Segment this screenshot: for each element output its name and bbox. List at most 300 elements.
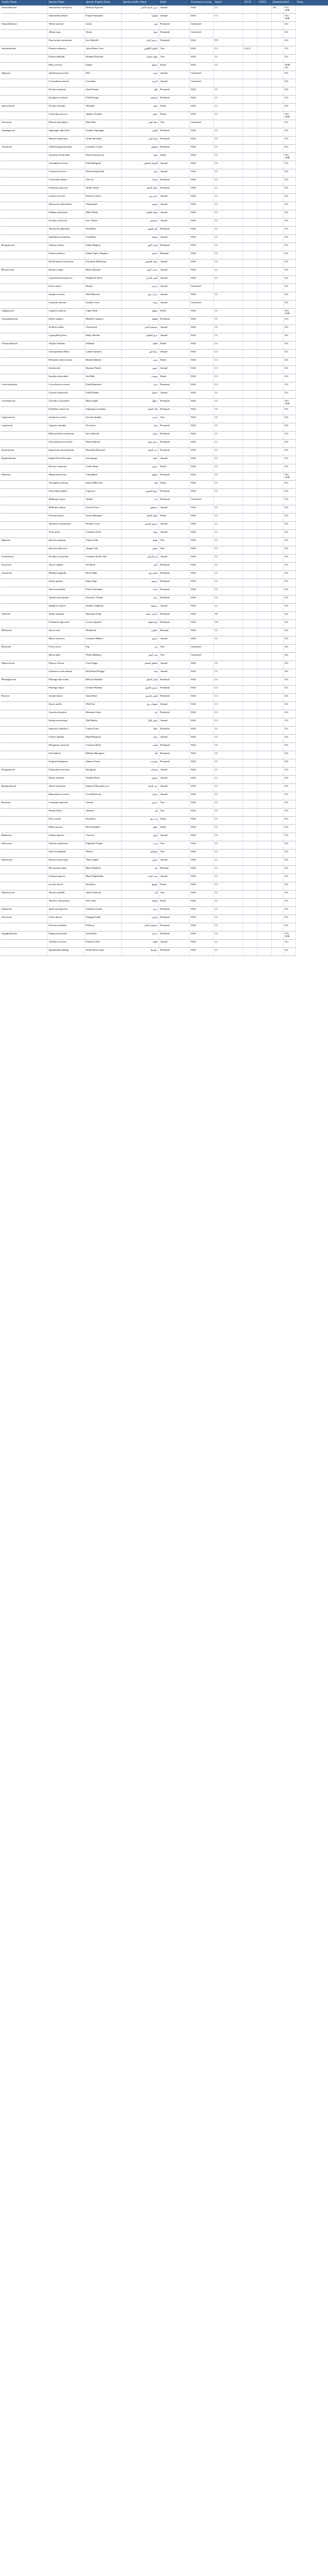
occurrence-cell: Wild	[190, 63, 214, 71]
habit-cell: Perennial	[159, 227, 190, 235]
cites-cell	[257, 374, 272, 382]
iucn-cell	[243, 776, 257, 784]
arabic-name-cell: ميثا	[122, 669, 159, 677]
iucn-cell	[243, 243, 257, 251]
iucn-cell	[243, 210, 257, 219]
status-cell: LC	[214, 784, 243, 792]
family-cell	[1, 178, 48, 186]
table-row	[1, 686, 328, 694]
species-name-cell: Morus alba	[48, 653, 85, 661]
family-cell: Asteraceae	[1, 145, 48, 153]
family-cell: Fagaceae	[1, 538, 48, 546]
english-name-cell: Slender Ziziphora	[85, 604, 122, 612]
ref-cell: ILL	[284, 923, 296, 932]
status-cell: LC	[214, 530, 243, 538]
endemism-cell	[272, 55, 284, 63]
family-cell	[1, 366, 48, 374]
english-name-cell: Spiny Milkvetch	[85, 481, 122, 489]
ref-cell: ILL	[284, 702, 296, 710]
habit-cell: Annual	[159, 333, 190, 341]
family-cell	[1, 350, 48, 358]
arabic-name-cell: جعضيض	[122, 219, 159, 227]
endemism-cell	[272, 825, 284, 833]
table-row	[1, 341, 328, 350]
status-cell: LC	[214, 137, 243, 145]
cites-cell	[257, 645, 272, 653]
ref-cell: ILL	[284, 612, 296, 620]
ref-cell: ILL	[284, 743, 296, 751]
iucn-cell	[243, 153, 257, 161]
endemism-cell	[272, 858, 284, 866]
arabic-name-cell: لسان الحمل	[122, 677, 159, 686]
ref-cell: ILL	[284, 382, 296, 391]
endemism-cell	[272, 718, 284, 727]
table-row	[1, 22, 328, 30]
species-name-cell: Muscari neglectum	[48, 137, 85, 145]
species-name-cell: Glycyrrhiza glabra	[48, 489, 85, 497]
cites-cell	[257, 669, 272, 677]
ref-cell: ILL/ AFR	[284, 14, 296, 22]
endemism-cell	[272, 112, 284, 120]
iucn-cell	[243, 374, 257, 382]
cites-cell	[257, 587, 272, 596]
ref-cell: ILL	[284, 415, 296, 423]
endemism-cell	[272, 169, 284, 178]
family-cell: Chenopodiaceae	[1, 341, 48, 350]
occurrence-cell: Wild	[190, 587, 214, 596]
habit-cell: Annual	[159, 235, 190, 243]
ref-cell: ILL	[284, 350, 296, 358]
family-cell	[1, 940, 48, 948]
table-row	[1, 809, 328, 817]
status-cell: LC	[214, 309, 243, 317]
cites-cell	[257, 391, 272, 399]
cites-cell	[257, 915, 272, 923]
english-name-cell: Sun Spurge	[85, 456, 122, 464]
cites-cell	[257, 489, 272, 497]
iucn-cell	[243, 932, 257, 940]
table-row	[1, 399, 328, 407]
species-name-cell: Juniperus excelsa	[48, 415, 85, 423]
ref-cell: ILL	[284, 22, 296, 30]
endemism-cell	[272, 817, 284, 825]
species-name-cell: Ziziphora tenuior	[48, 604, 85, 612]
species-name-cell: Xanthium strumarium	[48, 235, 85, 243]
ref-cell: ILL	[284, 87, 296, 96]
english-name-cell: Sea Rush	[85, 563, 122, 571]
ref-cell: ILL	[284, 784, 296, 792]
occurrence-cell: Cultivated	[190, 71, 214, 79]
ref-cell: ILL/ AFR	[284, 112, 296, 120]
endemism-cell	[272, 907, 284, 915]
status-cell: LC	[214, 415, 243, 423]
habit-cell: Shrub	[159, 464, 190, 473]
english-name-cell: Garden Cress	[85, 300, 122, 309]
cites-cell	[257, 292, 272, 300]
family-cell: Boraginaceae	[1, 243, 48, 251]
arabic-name-cell: حنظل	[122, 399, 159, 407]
english-name-cell: Squirting Cucumber	[85, 407, 122, 415]
english-name-cell: Saltbush	[85, 341, 122, 350]
arabic-name-cell: جت	[122, 497, 159, 505]
status-cell: LC	[214, 825, 243, 833]
species-name-cell: Plantago major	[48, 686, 85, 694]
ref-cell: ILL	[284, 825, 296, 833]
table-row	[1, 251, 328, 260]
ref-cell: ILL	[284, 735, 296, 743]
occurrence-cell: Wild	[190, 866, 214, 874]
english-name-cell: Southern Cattail	[85, 907, 122, 915]
iucn-cell	[243, 702, 257, 710]
iucn-cell	[243, 800, 257, 809]
table-row	[1, 784, 328, 792]
habit-cell: Perennial	[159, 932, 190, 940]
family-cell: Apocynaceae	[1, 104, 48, 112]
family-cell	[1, 260, 48, 268]
species-name-cell: Juncus rigidus	[48, 563, 85, 571]
arabic-name-cell: أثل	[122, 891, 159, 899]
table-row	[1, 735, 328, 743]
cites-cell	[257, 612, 272, 620]
ref-cell: ILL	[284, 481, 296, 489]
table-row	[1, 46, 328, 55]
species-name-cell: Quercus aegilops	[48, 538, 85, 546]
habit-cell: Annual	[159, 5, 190, 14]
cites-cell	[257, 792, 272, 800]
occurrence-cell: Wild	[190, 743, 214, 751]
arabic-name-cell: شبت	[122, 71, 159, 79]
english-name-cell: Field Marigold	[85, 161, 122, 169]
english-name-cell: Crown Imperial	[85, 620, 122, 628]
species-name-cell: Tamarix ramosissima	[48, 899, 85, 907]
species-name-cell: Sonchus oleraceus	[48, 219, 85, 227]
iucn-cell	[243, 202, 257, 210]
iucn-cell	[243, 178, 257, 186]
ref-cell: ILL	[284, 596, 296, 604]
ref-cell: ILL	[284, 219, 296, 227]
english-name-cell: Puncture Vine	[85, 940, 122, 948]
habit-cell: Perennial	[159, 87, 190, 96]
family-cell	[1, 587, 48, 596]
endemism-cell	[272, 202, 284, 210]
table-row	[1, 866, 328, 874]
status-cell: LC	[214, 505, 243, 514]
english-name-cell: Sea Clubrush	[85, 432, 122, 440]
family-cell: Moraceae	[1, 645, 48, 653]
table-row	[1, 800, 328, 809]
occurrence-cell: Wild	[190, 391, 214, 399]
arabic-name-cell: بصل	[122, 30, 159, 38]
family-cell	[1, 79, 48, 87]
status-cell: LC	[214, 940, 243, 948]
ref-cell: ILL	[284, 571, 296, 579]
occurrence-cell: Wild	[190, 169, 214, 178]
occurrence-cell: Wild	[190, 817, 214, 825]
habit-cell: Perennial	[159, 759, 190, 768]
english-name-cell: Common Stork's-bill	[85, 555, 122, 563]
arabic-name-cell: رطريط	[122, 948, 159, 956]
endemism-cell	[272, 14, 284, 22]
ref-cell: ILL	[284, 128, 296, 137]
arabic-name-cell: رشاد	[122, 300, 159, 309]
arabic-name-cell: هليون	[122, 128, 159, 137]
iucn-cell	[243, 276, 257, 284]
status-cell: LC	[214, 522, 243, 530]
cites-cell	[257, 464, 272, 473]
arabic-name-cell: مريمية	[122, 579, 159, 587]
arabic-name-cell: حامول	[122, 391, 159, 399]
occurrence-cell: Wild	[190, 87, 214, 96]
family-cell	[1, 923, 48, 932]
occurrence-cell: Wild	[190, 473, 214, 481]
arabic-name-cell: نخلة التمر	[122, 120, 159, 128]
endemism-cell	[272, 407, 284, 415]
english-name-cell: Cleavers	[85, 833, 122, 841]
occurrence-cell: Wild	[190, 448, 214, 456]
header-occurrence: Occurrence in Iraq	[190, 1, 214, 5]
species-name-cell: Imperata cylindrica	[48, 727, 85, 735]
species-name-cell: Populus euphratica	[48, 841, 85, 850]
status-cell: LC	[214, 145, 243, 153]
cites-cell	[257, 497, 272, 505]
table-row	[1, 104, 328, 112]
iucn-cell	[243, 22, 257, 30]
status-cell: LC	[214, 178, 243, 186]
iucn-cell	[243, 399, 257, 407]
endemism-cell	[272, 686, 284, 694]
endemism-cell	[272, 636, 284, 645]
endemism-cell	[272, 505, 284, 514]
species-name-cell: Trifolium resupinatum	[48, 522, 85, 530]
status-cell: LC	[214, 858, 243, 866]
ref-cell: ILL	[284, 940, 296, 948]
cites-cell	[257, 653, 272, 661]
english-name-cell: Holy Bramble	[85, 825, 122, 833]
cites-cell	[257, 120, 272, 128]
english-name-cell: Horse Mint	[85, 571, 122, 579]
habit-cell: Annual	[159, 219, 190, 227]
iucn-cell	[243, 833, 257, 841]
occurrence-cell: Wild	[190, 604, 214, 612]
iucn-cell	[243, 169, 257, 178]
occurrence-cell: Wild	[190, 145, 214, 153]
header-habit: Habit	[159, 1, 190, 5]
arabic-name-cell: عرعر	[122, 415, 159, 423]
table-row	[1, 112, 328, 120]
occurrence-cell: Wild	[190, 686, 214, 694]
table-row	[1, 489, 328, 497]
status-cell: LC	[214, 948, 243, 956]
english-name-cell: Chamomile	[85, 202, 122, 210]
species-name-cell: Tribulus terrestris	[48, 940, 85, 948]
arabic-name-cell: ضرس العجوز	[122, 686, 159, 694]
endemism-cell	[272, 374, 284, 382]
arabic-name-cell: قليقلة	[122, 317, 159, 325]
status-cell: LC	[214, 96, 243, 104]
family-cell	[1, 850, 48, 858]
species-name-cell: Pistacia khinjuk	[48, 55, 85, 63]
species-name-cell: Glaucium corniculatum	[48, 669, 85, 677]
table-row	[1, 186, 328, 194]
cites-cell	[257, 833, 272, 841]
occurrence-cell: Wild	[190, 399, 214, 407]
arabic-name-cell: عاقول	[122, 473, 159, 481]
species-name-cell: Cynodon dactylon	[48, 710, 85, 718]
species-name-cell: Hyoscyamus niger	[48, 866, 85, 874]
table-row	[1, 923, 328, 932]
arabic-name-cell: لسان الثور	[122, 243, 159, 251]
cites-cell	[257, 891, 272, 899]
family-cell	[1, 227, 48, 235]
english-name-cell: Field Eryngo	[85, 96, 122, 104]
table-row	[1, 71, 328, 79]
status-cell: LC	[214, 514, 243, 522]
english-name-cell: Common Vetch	[85, 530, 122, 538]
species-name-cell: Lycium shawii	[48, 882, 85, 891]
endemism-cell	[272, 448, 284, 456]
species-name-cell: Melilotus indicus	[48, 505, 85, 514]
endemism-cell	[272, 866, 284, 874]
cites-cell	[257, 727, 272, 735]
status-cell: LC	[214, 186, 243, 194]
iucn-cell	[243, 505, 257, 514]
family-cell	[1, 874, 48, 882]
ref-cell: ILL	[284, 538, 296, 546]
occurrence-cell: Wild	[190, 571, 214, 579]
cites-cell	[257, 440, 272, 448]
endemism-cell	[272, 38, 284, 46]
species-name-cell: Suaeda vermiculata	[48, 374, 85, 382]
arabic-name-cell: خطمي	[122, 628, 159, 636]
status-cell: LC	[214, 358, 243, 366]
family-cell: Plantaginaceae	[1, 677, 48, 686]
english-name-cell: Nut Grass	[85, 423, 122, 432]
cites-cell	[257, 382, 272, 391]
status-cell: LC	[214, 768, 243, 776]
status-cell: LC	[214, 702, 243, 710]
arabic-name-cell: إبرة الراعي	[122, 555, 159, 563]
occurrence-cell: Wild	[190, 677, 214, 686]
habit-cell: Annual	[159, 300, 190, 309]
english-name-cell: Almond	[85, 809, 122, 817]
habit-cell: Shrub	[159, 514, 190, 522]
occurrence-cell: Cultivated	[190, 284, 214, 292]
family-cell	[1, 636, 48, 645]
status-cell: LC	[214, 14, 243, 22]
iucn-cell	[243, 358, 257, 366]
arabic-name-cell: ثوم	[122, 22, 159, 30]
cites-cell	[257, 104, 272, 112]
habit-cell: Annual	[159, 522, 190, 530]
status-cell: LC	[214, 817, 243, 825]
cites-cell	[257, 858, 272, 866]
table-row	[1, 587, 328, 596]
status-cell: LC	[214, 456, 243, 464]
habit-cell: Annual	[159, 669, 190, 677]
ref-cell: ILL	[284, 161, 296, 169]
english-name-cell: Chicory	[85, 178, 122, 186]
arabic-name-cell: حوذان	[122, 792, 159, 800]
table-row	[1, 145, 328, 153]
family-cell	[1, 817, 48, 825]
iucn-cell	[243, 137, 257, 145]
status-cell: LC	[214, 694, 243, 702]
habit-cell: Annual	[159, 505, 190, 514]
occurrence-cell: Wild	[190, 702, 214, 710]
iucn-cell	[243, 718, 257, 727]
table-row	[1, 948, 328, 956]
occurrence-cell: Wild	[190, 112, 214, 120]
habit-cell: Annual	[159, 202, 190, 210]
status-cell: LC	[214, 907, 243, 915]
family-cell	[1, 899, 48, 907]
ref-cell: ILL	[284, 522, 296, 530]
ref-cell: ILL	[284, 440, 296, 448]
status-cell: LC	[214, 227, 243, 235]
header-status: Status	[214, 1, 243, 5]
english-name-cell: Dog Rose	[85, 817, 122, 825]
species-name-cell: Fritillaria imperialis	[48, 620, 85, 628]
status-cell: LC	[214, 727, 243, 735]
habit-cell: Tree	[159, 891, 190, 899]
species-name-cell: Avena sterilis	[48, 702, 85, 710]
arabic-name-cell: زوان	[122, 735, 159, 743]
occurrence-cell: Wild	[190, 628, 214, 636]
status-cell: LC	[214, 571, 243, 579]
family-cell: Convolvulaceae	[1, 382, 48, 391]
status-cell: LC	[214, 735, 243, 743]
table-row	[1, 653, 328, 661]
ref-cell: ILL	[284, 792, 296, 800]
status-cell: LC	[214, 243, 243, 251]
cites-cell	[257, 423, 272, 432]
ref-cell: ILL	[284, 341, 296, 350]
occurrence-cell: Wild	[190, 194, 214, 202]
family-cell	[1, 481, 48, 489]
species-name-cell: Coriandrum sativum	[48, 79, 85, 87]
arabic-name-cell: سويدة	[122, 374, 159, 382]
table-row	[1, 38, 328, 46]
iucn-cell	[243, 489, 257, 497]
family-cell	[1, 30, 48, 38]
ref-cell: ILL	[284, 374, 296, 382]
english-name-cell: White Wormwood	[85, 153, 122, 161]
iucn-cell	[243, 481, 257, 489]
table-row	[1, 677, 328, 686]
occurrence-cell: Wild	[190, 423, 214, 432]
ref-cell: ILL	[284, 46, 296, 55]
table-row	[1, 456, 328, 464]
habit-cell: Perennial	[159, 923, 190, 932]
occurrence-cell: Wild	[190, 768, 214, 776]
family-cell	[1, 727, 48, 735]
iucn-cell	[243, 596, 257, 604]
habit-cell: Shrub	[159, 825, 190, 833]
endemism-cell	[272, 309, 284, 317]
occurrence-cell: Wild	[190, 809, 214, 817]
arabic-name-cell: صفصاف	[122, 850, 159, 858]
header-species-name: Species Name	[48, 1, 85, 5]
table-row	[1, 309, 328, 317]
habit-cell: Perennial	[159, 915, 190, 923]
cites-cell	[257, 702, 272, 710]
table-row	[1, 891, 328, 899]
family-cell: Fabaceae	[1, 473, 48, 481]
iucn-cell	[243, 858, 257, 866]
endemism-cell	[272, 628, 284, 636]
english-name-cell: Cocklebur	[85, 235, 122, 243]
table-row	[1, 448, 328, 456]
